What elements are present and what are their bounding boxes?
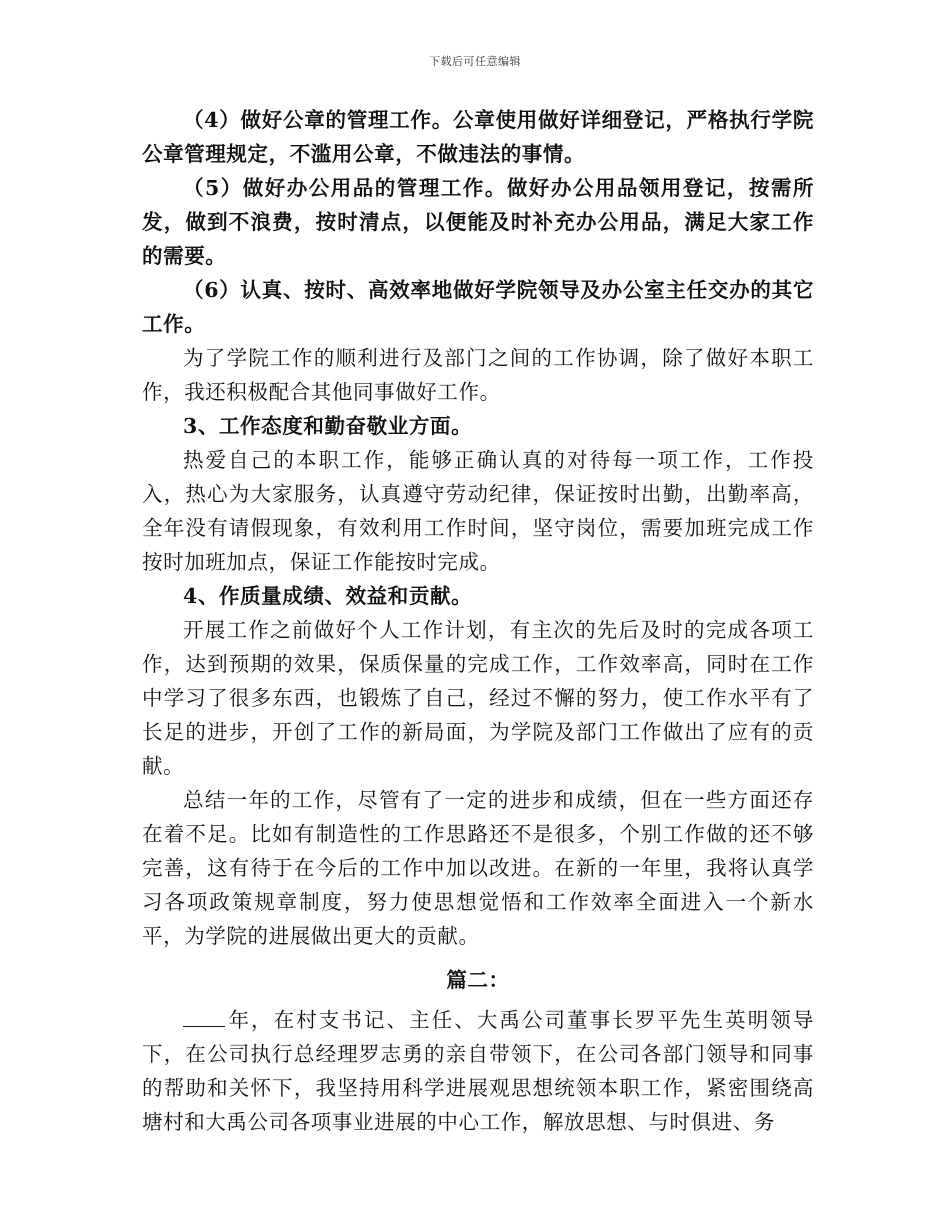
document-body [142,103,814,1139]
paragraph-cooperation: 为了学院工作的顺利进行及部门之间的工作协调，除了做好本职工作，我还积极配合其他同事做好工作。 [142,346,814,404]
page-header: 下载后可任意编辑 [429,55,521,68]
section-heading-4: 4、作质量成绩、效益和贡献。 [183,584,473,608]
paragraph-summary: 总结一年的工作，尽管有了一定的进步和成绩，但在一些方面还存在着不足。比如有制造性的工作思路还不是很多，个别工作做的还不够完善，这有待于在今后的工作中加以改进。在新的一年里，我将认真学习各项政策规章制度，努力使思想觉悟和工作效率全面进入一个新水平，为学院的进展做出更大的贡献。 [142,788,814,948]
year-blank [183,1025,225,1027]
paragraph-attitude: 热爱自己的本职工作，能够正确认真的对待每一项工作，工作投入，热心为大家服务，认真遵守劳动纪律，保证按时出勤，出勤率高，全年没有请假现象，有效利用工作时间，坚守岗位，需要加班完成工作按时加班加点，保证工作能按时完成。 [142,448,814,574]
paragraph-item-5: （5）做好办公用品的管理工作。做好办公用品领用登记，按需所发，做到不浪费，按时清点，以便能及时补充办公用品，满足大家工作的需要。 [142,176,814,268]
section-heading-3: 3、工作态度和勤奋敬业方面。 [183,414,473,438]
paragraph-part-two-text: 年，在村支书记、主任、大禹公司董事长罗平先生英明领导下，在公司执行总经理罗志勇的亲自带领下，在公司各部门领导和同事的帮助和关怀下，我坚持用科学进展观思想统领本职工作，紧密围绕高塘村和大禹公司各项事业进展的中心工作，解放思想、与时俱进、务 [142,1008,814,1134]
section-title-part-two: 篇二： [446,968,510,992]
paragraph-item-4: （4）做好公章的管理工作。公章使用做好详细登记，严格执行学院公章管理规定，不滥用公章，不做违法的事情。 [142,108,814,166]
paragraph-quality: 开展工作之前做好个人工作计划，有主次的先后及时的完成各项工作，达到预期的效果，保质保量的完成工作，工作效率高，同时在工作中学习了很多东西，也锻炼了自己，经过不懈的努力，使工作水平有了长足的进步，开创了工作的新局面，为学院及部门工作做出了应有的贡献。 [142,618,814,778]
paragraph-item-6: （6）认真、按时、高效率地做好学院领导及办公室主任交办的其它工作。 [142,278,814,336]
paragraph-part-two-intro [142,1003,814,1139]
